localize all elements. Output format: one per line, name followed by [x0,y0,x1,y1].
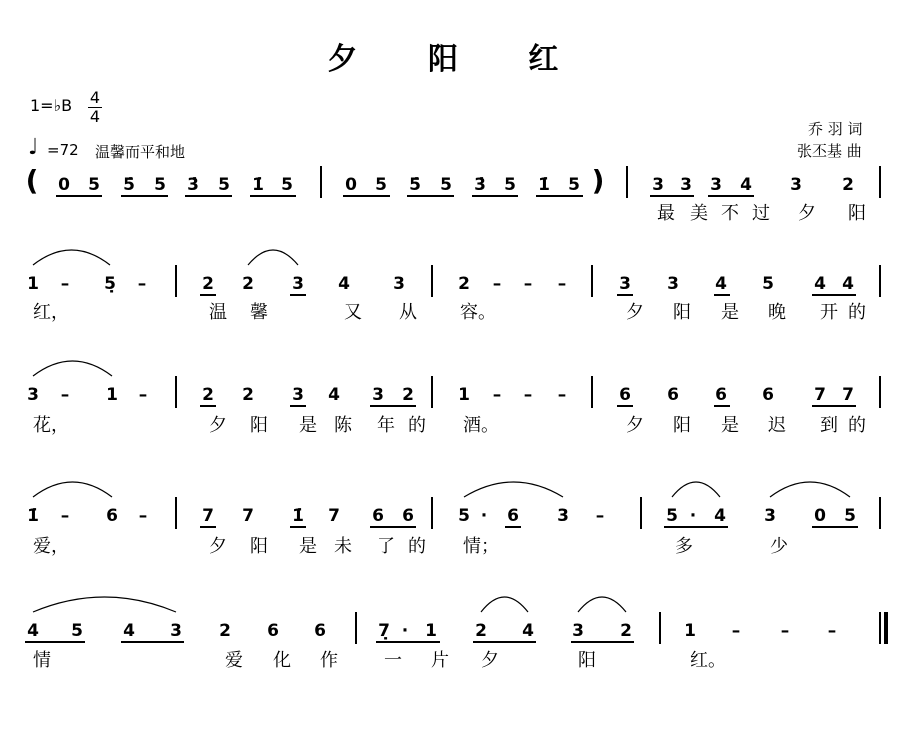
note: 1 [106,385,118,405]
repeat-paren: ( [25,164,39,197]
lyric: 又 [344,302,362,323]
note: – [492,274,502,294]
note: 3 [572,621,584,641]
slur-arc [33,250,110,265]
note: 1 [425,621,437,641]
lyric: 一 [384,650,402,671]
time-signature-bottom: 4 [89,107,101,126]
note: 3 [619,274,631,294]
note: – [731,621,741,641]
note: 3 [790,175,802,195]
slur-arc [578,597,626,612]
lyric: 片 [431,650,449,671]
slur-arc [770,482,850,497]
note: 2 [620,621,632,641]
note: · [480,506,488,526]
note: 2 [219,621,231,641]
lyric: 夕 [209,536,227,557]
note: 1 [684,621,696,641]
note: – [523,274,533,294]
lyric: 馨 [250,302,268,323]
lyric: 的 [848,415,866,436]
note: – [595,506,605,526]
repeat-paren: ) [591,164,605,197]
note: 2 [402,385,414,405]
tempo-expression: 温馨而平和地 [95,143,186,161]
slur-arc [248,250,298,265]
note: 2 [202,385,214,405]
lyric: 开 [820,302,838,323]
note: 3 [27,385,39,405]
note: 5 [71,621,83,641]
note: 4 [714,506,726,526]
note: 0 [814,506,826,526]
note: 2 [458,274,470,294]
note: 0 [58,175,70,195]
note: 1̇ [252,175,264,195]
lyric: 夕 [626,415,644,436]
lyric: 阳 [673,302,691,323]
note: 5 [666,506,678,526]
note: 3 [710,175,722,195]
note: 6 [314,621,326,641]
composer-credit: 张丕基 曲 [797,142,862,160]
slur-arc [33,361,112,376]
lyric: 年 [377,415,395,436]
lyric: 多 [675,536,693,557]
note: 4 [715,274,727,294]
note: 1̇ [292,506,304,526]
note: – [137,274,147,294]
note: – [523,385,533,405]
note: 4 [740,175,752,195]
lyric: 少 [770,536,788,557]
note: 3 [393,274,405,294]
lyric: 阳 [250,536,268,557]
note: 4 [522,621,534,641]
note: 6 [372,506,384,526]
note: 5̇ [123,175,135,195]
note: 6 [715,385,727,405]
note: 2 [475,621,487,641]
slur-arc [33,597,176,612]
note: 4 [328,385,340,405]
lyric: 阳 [578,650,596,671]
lyric: 爱， [33,536,69,557]
note: 5 [844,506,856,526]
note: 1̇ [538,175,550,195]
note: 2 [842,175,854,195]
lyric: 了 [377,536,395,557]
lyric: 花， [33,415,69,436]
note: 4 [338,274,350,294]
note: 2 [242,274,254,294]
lyric: 夕 [481,650,499,671]
note: 4 [27,621,39,641]
note: 3 [652,175,664,195]
lyric: 美 [690,203,708,224]
slur-arc [672,482,720,497]
lyric: 到 [820,415,838,436]
note: 5 [375,175,387,195]
note: 5 [440,175,452,195]
note: 5 [281,175,293,195]
lyric: 未 [334,536,352,557]
note: – [60,274,70,294]
note: 3̇ [187,175,199,195]
note: 4 [842,274,854,294]
note: 3 [764,506,776,526]
lyric: 红。 [690,650,726,671]
lyric: 夕 [209,415,227,436]
note: 3 [557,506,569,526]
note: – [492,385,502,405]
note: 2 [202,274,214,294]
note: 6 [667,385,679,405]
tempo-value: =72 [47,141,79,159]
lyric: 情； [463,536,499,557]
lyric: 陈 [334,415,352,436]
note: 4 [814,274,826,294]
note: 7 [328,506,340,526]
time-signature-top: 4 [89,88,101,107]
note: 7 [814,385,826,405]
note: 5 [218,175,230,195]
lyric: 是 [721,302,739,323]
lyric: 爱 [225,650,243,671]
note: 5 [568,175,580,195]
quarter-note-icon: ♩ [28,135,39,160]
lyric: 不 [721,203,739,224]
note: 6 [507,506,519,526]
lyric: 红， [33,302,69,323]
note: 5 [762,274,774,294]
slur-arc [33,482,112,497]
note: – [780,621,790,641]
note: 7 [842,385,854,405]
note: – [138,506,148,526]
note: 5 [458,506,470,526]
lyric: 酒。 [463,415,499,436]
note: 5̇ [409,175,421,195]
note: 6 [267,621,279,641]
note: 7 [242,506,254,526]
lyric: 的 [408,536,426,557]
note: 1 [27,274,39,294]
lyric: 迟 [768,415,786,436]
lyric: 从 [399,302,417,323]
note: · [689,506,697,526]
note: – [60,506,70,526]
note: 5 [154,175,166,195]
lyric: 阳 [673,415,691,436]
lyric: 最 [657,203,675,224]
note: 5 [504,175,516,195]
lyric: 晚 [768,302,786,323]
note: 3 [292,385,304,405]
lyric: 阳 [848,203,866,224]
note: – [60,385,70,405]
note: 3 [680,175,692,195]
note: – [557,385,567,405]
lyric: 是 [299,536,317,557]
lyric: 情 [33,650,51,671]
note: 6 [762,385,774,405]
note: 3 [292,274,304,294]
note: 3 [667,274,679,294]
note: 6 [619,385,631,405]
lyric: 的 [408,415,426,436]
note: 0 [345,175,357,195]
lyric: 容。 [460,302,496,323]
lyric: 过 [752,203,770,224]
lyric: 温 [209,302,227,323]
slur-arc [464,482,563,497]
note: 6 [402,506,414,526]
lyric: 阳 [250,415,268,436]
lyric: 化 [273,650,291,671]
key-signature: 1=♭B [30,96,73,115]
lyric: 作 [320,650,338,671]
note: – [827,621,837,641]
note: · [401,621,409,641]
slur-arc [481,597,528,612]
note: 7 [202,506,214,526]
lyric: 是 [299,415,317,436]
note: 7̣ [378,621,390,641]
note: – [557,274,567,294]
lyric: 夕 [626,302,644,323]
note: – [138,385,148,405]
note: 3̇ [474,175,486,195]
note: 5 [88,175,100,195]
lyric: 的 [848,302,866,323]
lyricist-credit: 乔 羽 词 [808,120,863,138]
lyric: 是 [721,415,739,436]
note: 4 [123,621,135,641]
note: 1̇ [27,506,39,526]
note: 2 [242,385,254,405]
note: 3 [372,385,384,405]
song-title: 夕 阳 红 [327,42,589,77]
note: 3 [170,621,182,641]
note: 6 [106,506,118,526]
note: 1 [458,385,470,405]
lyric: 夕 [798,203,816,224]
note: 5̣ [104,274,116,294]
